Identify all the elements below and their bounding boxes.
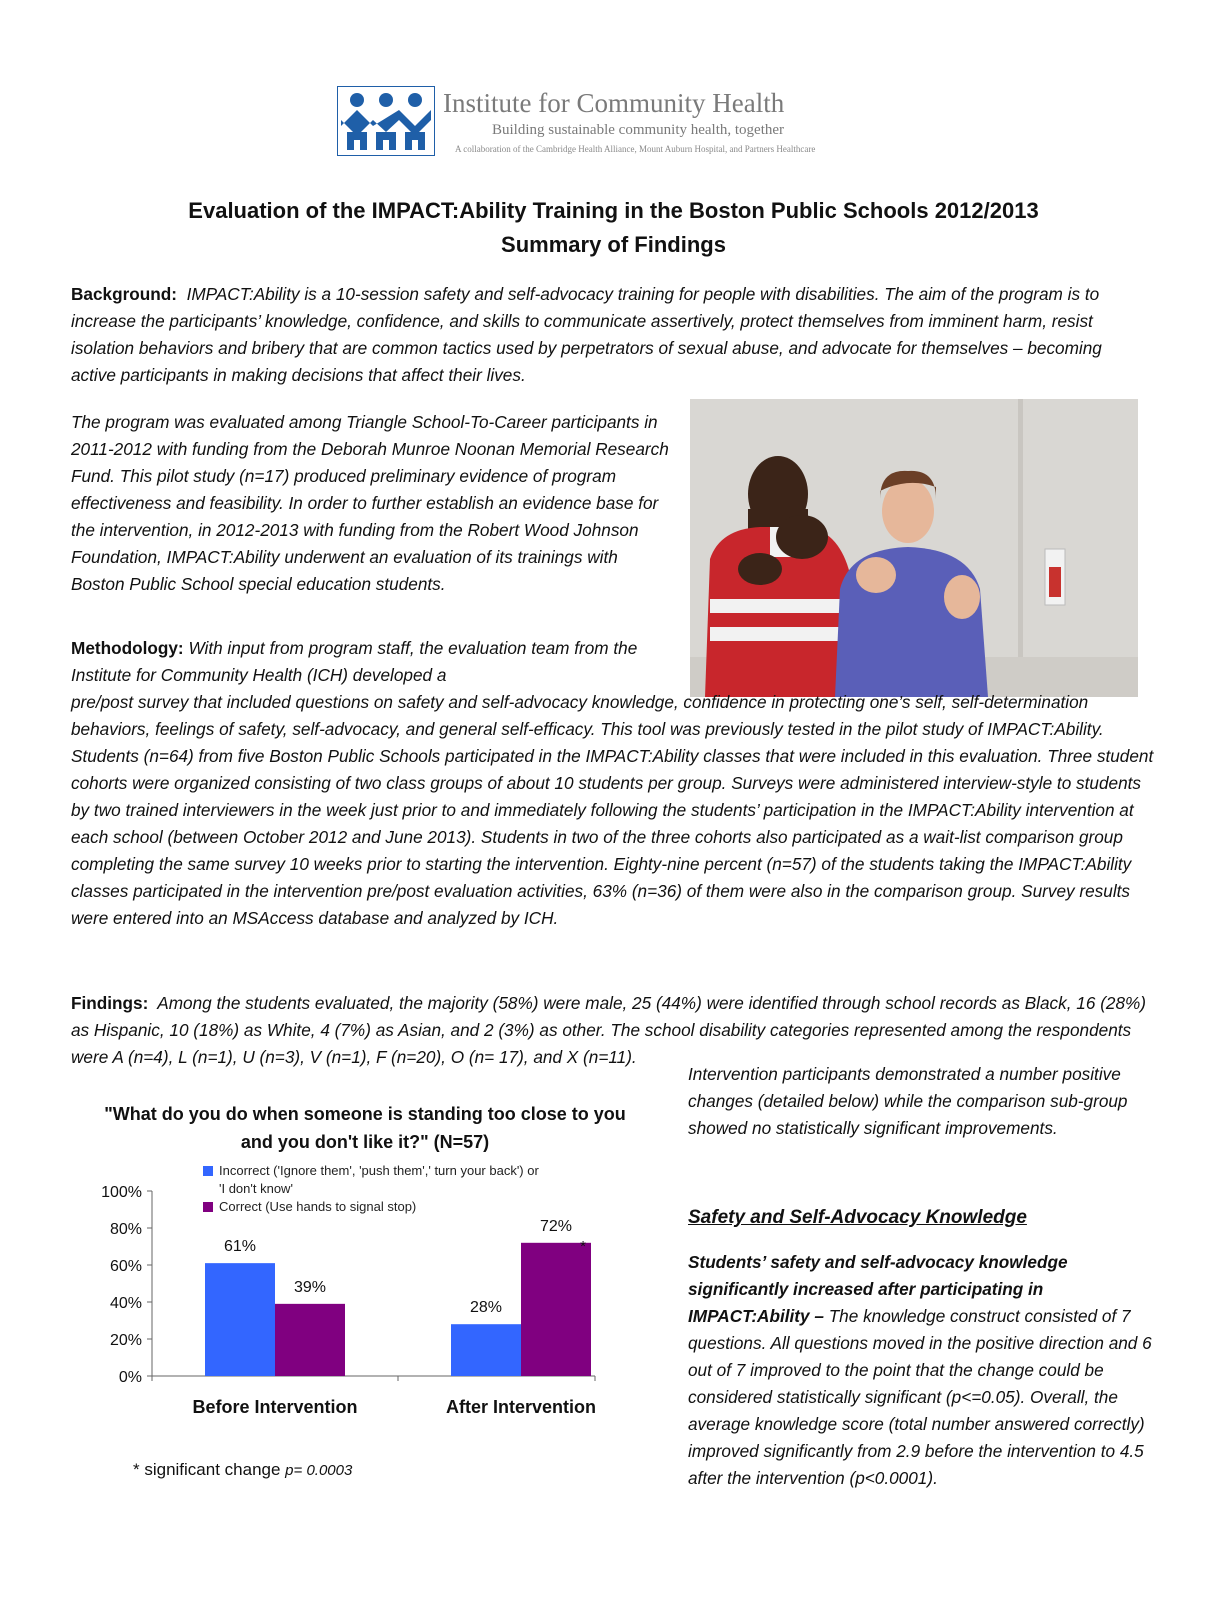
data-label: 61% xyxy=(223,1238,257,1256)
methodology-text-top: With input from program staff, the evaluation team from the Institute for Community Health (ICH) developed a xyxy=(71,638,638,685)
footnote-prefix: * significant change xyxy=(133,1460,281,1479)
three-people-houses-logo-icon xyxy=(337,86,435,156)
y-tick-label: 20% xyxy=(109,1332,142,1349)
y-tick-label: 0% xyxy=(118,1369,142,1386)
y-tick-label: 40% xyxy=(109,1295,142,1312)
legend-label-correct: Correct (Use hands to signal stop) xyxy=(219,1199,417,1214)
program-paragraph: The program was evaluated among Triangle School-To-Career participants in 2011-2012 with funding from the Deborah Munroe Noonan Memorial Research Fund. This pilot study (n=17) produced preliminary evidence of program effectiveness and feasibility. In order to further establish an evidence base for the intervention, in 2012-2013 with funding from the Robert Wood Johnson Foundation, IMPACT:Ability underwent an evaluation of its trainings with Boston Public School special education students. xyxy=(71,412,669,594)
background-text: IMPACT:Ability is a 10-session safety and self-advocacy training for people with disabilities. The aim of the program is to increase the participants’ knowledge, confidence, and skills to communicate assertively, protect themselves from imminent harm, resist isolation behaviors and bribery that are common tactics used by perpetrators of sexual abuse, and advocate for themselves – becoming active participants in making decisions that affect their lives. xyxy=(71,284,1102,385)
x-category-label: After Intervention xyxy=(445,1397,597,1417)
chart-plot-area xyxy=(95,1098,635,1458)
document-subtitle: Summary of Findings xyxy=(501,232,726,257)
data-label: 72% xyxy=(539,1217,573,1235)
training-photo-illustration xyxy=(690,399,1138,697)
methodology-paragraph: pre/post survey that included questions on safety and self-advocacy knowledge, confidence in protecting one’s self, self-determination behaviors, feelings of safety, self-advocacy, and general self-efficacy. This tool was previously tested in the pilot study of IMPACT:Ability. Students (n=64) from five Boston Public Schools participated in the IMPACT:Ability classes that were included in this evaluation. Three student cohorts were organized consisting of two class groups of about 10 students per group. Surveys were administered interview-style to students by two trained interviewers in the week just prior to and immediately following the students’ participation in the IMPACT:Ability intervention at each school (between October 2012 and June 2013). Students in two of the three cohorts also participated as a wait-list comparison group completing the same survey 10 weeks prior to starting the intervention. Eighty-nine percent (n=57) of the students taking the IMPACT:Ability classes participated in the intervention pre/post evaluation activities, 63% (n=36) of them were also in the comparison group. Survey results were entered into an MSAccess database and analyzed by ICH. xyxy=(71,692,1154,928)
methodology-label: Methodology: xyxy=(71,638,184,658)
ich-logo xyxy=(337,86,897,156)
bar-correct-after xyxy=(521,1243,591,1376)
knowledge-paragraph xyxy=(688,1249,1158,1492)
chart-footnote xyxy=(133,1460,352,1480)
training-photo xyxy=(690,399,1138,697)
logo-tagline: Building sustainable community health, together xyxy=(492,122,785,138)
findings-paragraph xyxy=(71,990,1161,1071)
methodology-intro xyxy=(71,635,671,689)
findings-label: Findings: xyxy=(71,993,149,1013)
data-label: 39% xyxy=(293,1278,327,1296)
footnote-p-value: p= 0.0003 xyxy=(285,1462,353,1479)
logo-collaboration: A collaboration of the Cambridge Health Alliance, Mount Auburn Hospital, and Partners Healthcare xyxy=(455,144,816,154)
knowledge-section-heading: Safety and Self-Advocacy Knowledge xyxy=(688,1207,1027,1228)
findings-text: Among the students evaluated, the majority (58%) were male, 25 (44%) were identified through school records as Black, 16 (28%) as Hispanic, 10 (18%) as White, 4 (7%) as Asian, and 2 (3%) as other. The school disability categories represented among the respondents were A (n=4), L (n=1), U (n=3), V (n=1), F (n=20), O (n= 17), and X (n=11). xyxy=(71,993,1147,1067)
y-tick-label: 80% xyxy=(109,1221,142,1238)
significance-marker: * xyxy=(580,1237,586,1255)
knowledge-bar-chart xyxy=(95,1098,635,1498)
x-category-label: Before Intervention xyxy=(192,1397,358,1417)
knowledge-text: The knowledge construct consisted of 7 questions. All questions moved in the positive direction and 6 out of 7 improved to the point that the change could be considered statistically significant (p<=0.05). Overall, the average knowledge score (total number answered correctly) improved significantly from 2.9 before the intervention to 4.5 after the intervention (p<0.0001). xyxy=(688,1306,1152,1488)
findings-continuation: Intervention participants demonstrated a number positive changes (detailed below) while the comparison sub-group showed no statistically significant improvements. xyxy=(688,1064,1128,1138)
chart-title: "What do you do when someone is standing too close to you and you don't like it?" (N=57) xyxy=(104,1104,626,1152)
background-paragraph xyxy=(71,281,1141,389)
bar-correct-before xyxy=(275,1304,345,1376)
bar-incorrect-before xyxy=(205,1263,275,1376)
y-tick-label: 100% xyxy=(101,1184,142,1201)
document-title: Evaluation of the IMPACT:Ability Training in the Boston Public Schools 2012/2013 xyxy=(188,198,1039,223)
knowledge-lead: Students’ safety and self-advocacy knowledge significantly increased after participating in IMPACT:Ability – xyxy=(688,1252,1068,1326)
data-label: 28% xyxy=(469,1299,503,1317)
legend-label-incorrect: Incorrect ('Ignore them', 'push them',' turn your back') or 'I don't know' xyxy=(219,1163,539,1196)
logo-name: Institute for Community Health xyxy=(443,88,785,118)
bar-incorrect-after xyxy=(451,1324,521,1376)
background-label: Background: xyxy=(71,284,177,304)
y-tick-label: 60% xyxy=(109,1258,142,1275)
